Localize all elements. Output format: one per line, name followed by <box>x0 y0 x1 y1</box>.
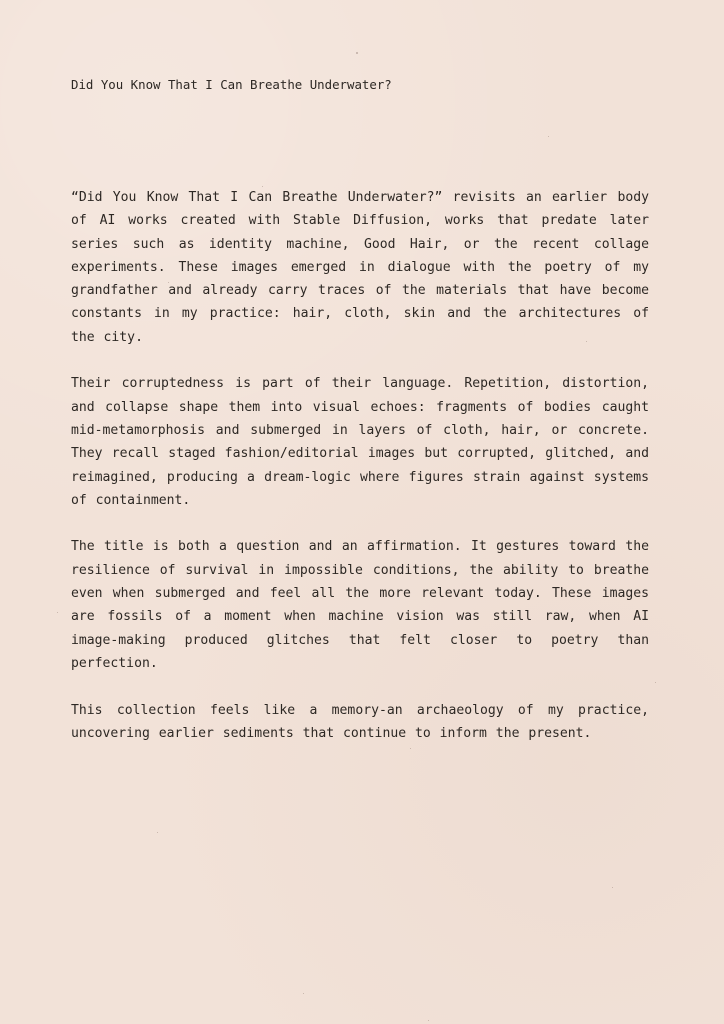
paper-speck <box>57 612 58 613</box>
document-body <box>71 186 649 745</box>
paragraph-title-meaning: The title is both a question and an affirmation. It gestures toward the resilience of survival in impossible conditions, the ability to breathe even when submerged and feel all the more relevant today. These images are fossils of a moment when machine vision was still raw, when AI image-making produced glitches that felt closer to poetry than perfection. <box>71 539 649 671</box>
paper-speck <box>655 682 656 683</box>
paper-speck <box>356 52 358 54</box>
paper-speck <box>612 887 613 888</box>
paper-speck <box>303 993 304 994</box>
paragraph-collection: This collection feels like a memory-an archaeology of my practice, uncovering earlier sediments that continue to inform the present. <box>71 702 649 741</box>
paper-speck <box>428 1020 429 1021</box>
paragraph-corruptedness: Their corruptedness is part of their language. Repetition, distortion, and collapse shape them into visual echoes: fragments of bodies caught mid-metamorphosis and submerged in layers of cloth, hair, or concrete. They recall staged fashion/editorial images but corrupted, glitched, and reimagined, producing a dream-logic where figures strain against systems of containment. <box>71 376 649 508</box>
paper-speck <box>548 136 549 137</box>
paragraph-intro: “Did You Know That I Can Breathe Underwater?” revisits an earlier body of AI works created with Stable Diffusion, works that predate later series such as identity machine, Good Hair, or the recent collage experiments. These images emerged in dialogue with the poetry of my grandfather and already carry traces of the materials that have become constants in my practice: hair, cloth, skin and the architectures of the city. <box>71 190 649 345</box>
paper-speck <box>157 832 158 833</box>
paper-speck <box>410 748 411 749</box>
document-title: Did You Know That I Can Breathe Underwater? <box>71 77 392 92</box>
